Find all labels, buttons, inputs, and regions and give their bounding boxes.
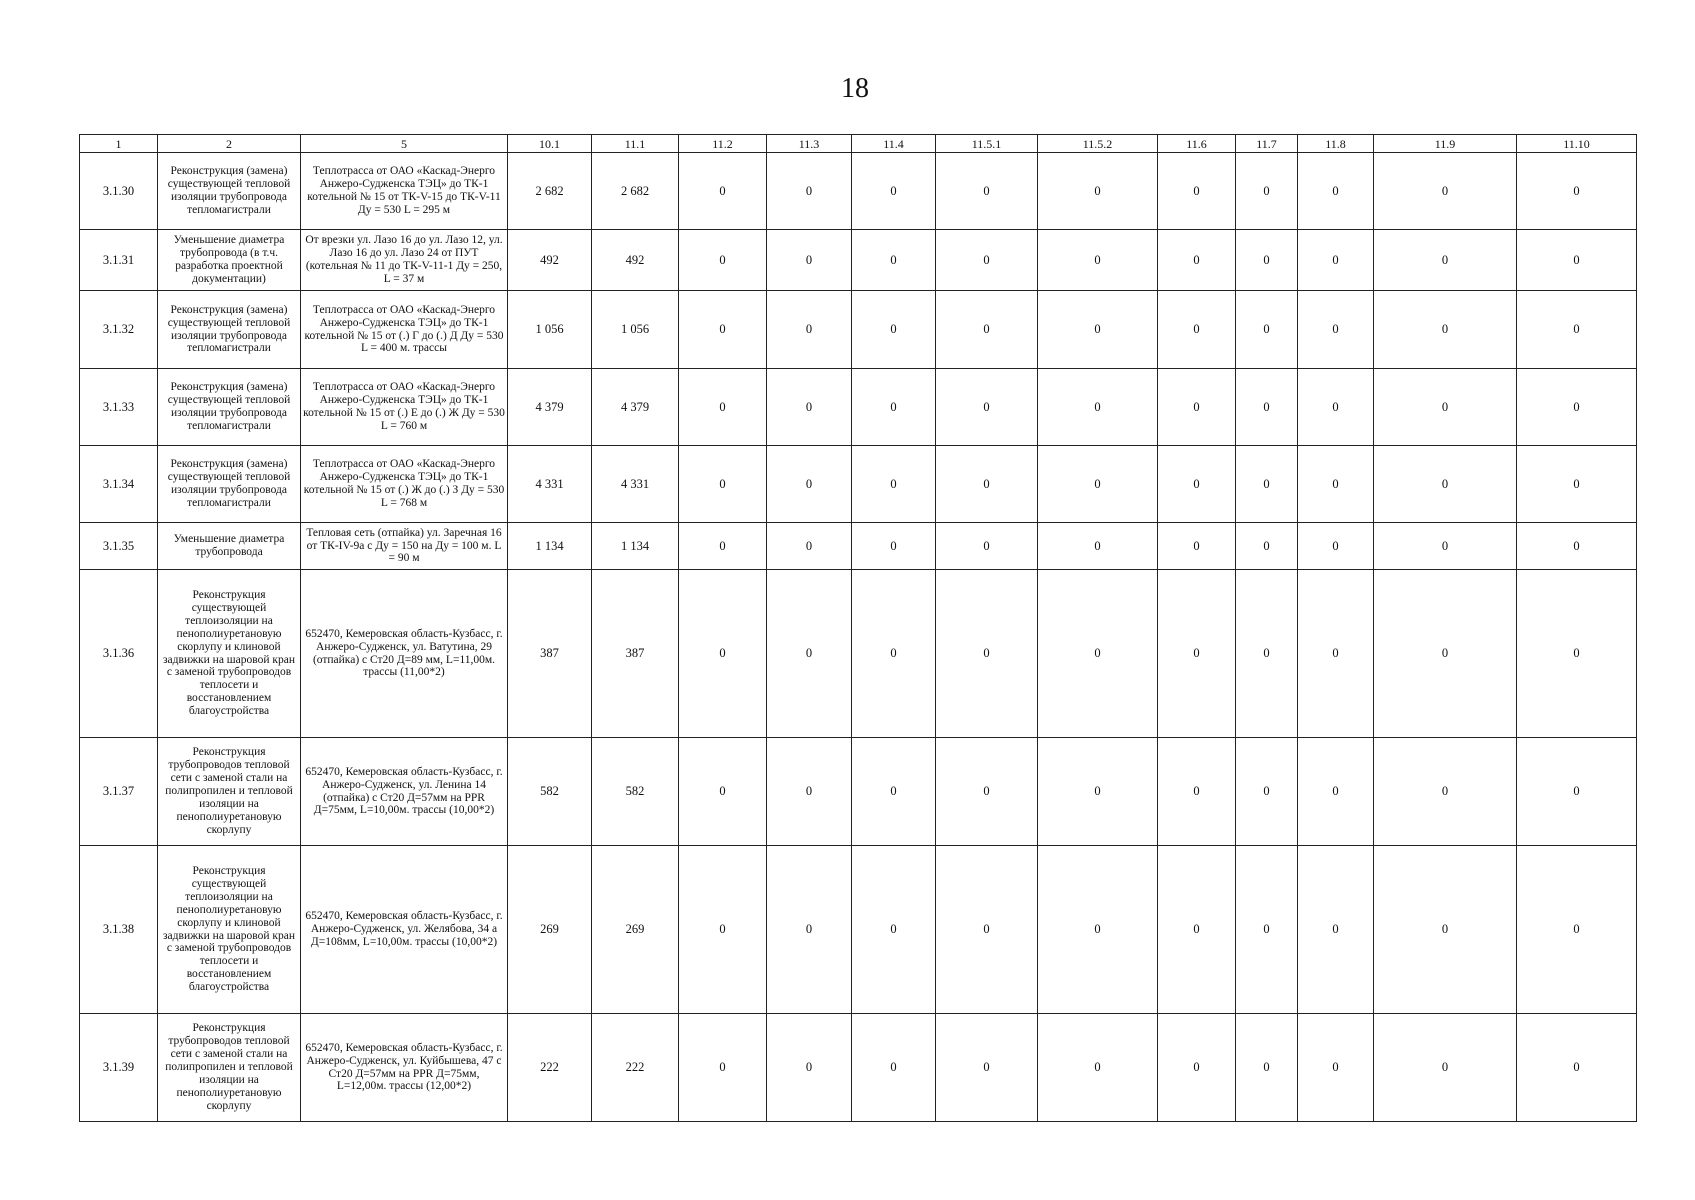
row-value-cell: 0 <box>1236 846 1298 1014</box>
column-header: 11.5.2 <box>1038 135 1158 153</box>
row-value-cell: 0 <box>1158 523 1236 570</box>
row-work-description: Реконструкция (замена) существующей тепловой изоляции трубопровода тепломагистрали <box>158 446 301 523</box>
row-value-cell: 0 <box>1158 738 1236 846</box>
row-value-cell: 0 <box>936 846 1038 1014</box>
table-row <box>80 570 1637 738</box>
column-header: 11.1 <box>592 135 679 153</box>
row-value-cell: 0 <box>1517 291 1637 369</box>
row-value-10-1: 2 682 <box>508 153 592 230</box>
row-id: 3.1.38 <box>80 846 158 1014</box>
row-object-description: Тепловая сеть (отпайка) ул. Заречная 16 от ТК-IV-9а с Ду = 150 на Ду = 100 м. L = 90 м <box>301 523 508 570</box>
row-value-cell: 0 <box>936 446 1038 523</box>
table-row <box>80 1014 1637 1122</box>
row-value-cell: 0 <box>767 230 852 291</box>
row-value-cell: 0 <box>936 523 1038 570</box>
row-value-cell: 0 <box>767 738 852 846</box>
row-value-cell: 0 <box>1374 1014 1517 1122</box>
investment-table <box>79 134 1637 1122</box>
row-value-cell: 0 <box>936 738 1038 846</box>
row-value-10-1: 492 <box>508 230 592 291</box>
row-work-description: Уменьшение диаметра трубопровода (в т.ч. разработка проектной документации) <box>158 230 301 291</box>
row-object-description: Теплотрасса от ОАО «Каскад-Энерго Анжеро-Судженска ТЭЦ» до ТК-1 котельной № 15 от (.) Ж до (.) З Ду = 530 L = 768 м <box>301 446 508 523</box>
row-value-cell: 0 <box>679 846 767 1014</box>
row-id: 3.1.35 <box>80 523 158 570</box>
row-value-10-1: 582 <box>508 738 592 846</box>
row-value-cell: 0 <box>767 153 852 230</box>
row-value-cell: 0 <box>1236 291 1298 369</box>
row-id: 3.1.32 <box>80 291 158 369</box>
row-value-cell: 0 <box>767 570 852 738</box>
row-value-cell: 0 <box>1374 570 1517 738</box>
row-value-cell: 0 <box>1038 369 1158 446</box>
header-row <box>80 135 1637 153</box>
row-value-cell: 0 <box>767 1014 852 1122</box>
row-object-description: 652470, Кемеровская область-Кузбасс, г. Анжеро-Судженск, ул. Ленина 14 (отпайка) с Ст20 Д=57мм на PPR Д=75мм, L=10,00м. трассы (10,00*2) <box>301 738 508 846</box>
row-value-cell: 0 <box>679 230 767 291</box>
row-value-cell: 0 <box>1298 1014 1374 1122</box>
row-work-description: Реконструкция (замена) существующей тепловой изоляции трубопровода тепломагистрали <box>158 153 301 230</box>
column-header: 5 <box>301 135 508 153</box>
row-value-cell: 0 <box>1374 523 1517 570</box>
row-value-cell: 0 <box>1374 291 1517 369</box>
row-value-cell: 0 <box>767 369 852 446</box>
row-object-description: Теплотрасса от ОАО «Каскад-Энерго Анжеро-Судженска ТЭЦ» до ТК-1 котельной № 15 от (.) Г до (.) Д Ду = 530 L = 400 м. трассы <box>301 291 508 369</box>
row-value-cell: 0 <box>1298 291 1374 369</box>
row-value-cell: 0 <box>1298 369 1374 446</box>
row-object-description: 652470, Кемеровская область-Кузбасс, г. Анжеро-Судженск, ул. Ватутина, 29 (отпайка) с Ст20 Д=89 мм, L=11,00м. трассы (11,00*2) <box>301 570 508 738</box>
row-object-description: 652470, Кемеровская область-Кузбасс, г. Анжеро-Судженск, ул. Куйбышева, 47 с Ст20 Д=57мм на PPR Д=75мм, L=12,00м. трассы (12,00*2) <box>301 1014 508 1122</box>
row-work-description: Реконструкция (замена) существующей тепловой изоляции трубопровода тепломагистрали <box>158 369 301 446</box>
row-id: 3.1.34 <box>80 446 158 523</box>
row-value-cell: 0 <box>1158 1014 1236 1122</box>
row-value-cell: 0 <box>1038 153 1158 230</box>
row-value-cell: 0 <box>852 153 936 230</box>
column-header: 11.5.1 <box>936 135 1038 153</box>
row-value-11-1: 269 <box>592 846 679 1014</box>
row-value-cell: 0 <box>1038 846 1158 1014</box>
row-value-cell: 0 <box>1158 153 1236 230</box>
row-value-cell: 0 <box>852 523 936 570</box>
row-value-cell: 0 <box>852 291 936 369</box>
row-value-cell: 0 <box>1038 230 1158 291</box>
row-id: 3.1.36 <box>80 570 158 738</box>
row-value-cell: 0 <box>1298 230 1374 291</box>
row-value-cell: 0 <box>852 846 936 1014</box>
row-value-cell: 0 <box>679 570 767 738</box>
row-value-cell: 0 <box>679 153 767 230</box>
column-header: 2 <box>158 135 301 153</box>
table-row <box>80 230 1637 291</box>
table-row <box>80 291 1637 369</box>
row-value-cell: 0 <box>1158 230 1236 291</box>
column-header: 11.8 <box>1298 135 1374 153</box>
row-value-cell: 0 <box>936 369 1038 446</box>
row-value-11-1: 1 134 <box>592 523 679 570</box>
row-value-cell: 0 <box>1298 446 1374 523</box>
row-value-cell: 0 <box>1236 570 1298 738</box>
row-value-cell: 0 <box>936 570 1038 738</box>
row-work-description: Реконструкция существующей теплоизоляции на пенополиуретановую скорлупу и клиновой задвижки на шаровой кран с заменой трубопроводов теплосети и восстановлением благоустройства <box>158 570 301 738</box>
row-value-cell: 0 <box>1158 446 1236 523</box>
row-value-cell: 0 <box>852 230 936 291</box>
column-header: 11.10 <box>1517 135 1637 153</box>
row-value-cell: 0 <box>1236 738 1298 846</box>
row-value-11-1: 492 <box>592 230 679 291</box>
row-value-cell: 0 <box>1236 369 1298 446</box>
row-value-cell: 0 <box>679 446 767 523</box>
row-value-10-1: 1 056 <box>508 291 592 369</box>
row-value-cell: 0 <box>1517 369 1637 446</box>
table-row <box>80 153 1637 230</box>
row-value-cell: 0 <box>1038 446 1158 523</box>
row-value-cell: 0 <box>679 738 767 846</box>
row-value-cell: 0 <box>852 570 936 738</box>
row-value-cell: 0 <box>852 738 936 846</box>
row-value-cell: 0 <box>1236 523 1298 570</box>
row-value-cell: 0 <box>1517 153 1637 230</box>
row-value-cell: 0 <box>1158 846 1236 1014</box>
row-value-cell: 0 <box>767 523 852 570</box>
row-value-cell: 0 <box>1298 523 1374 570</box>
page-number: 18 <box>841 73 869 104</box>
row-value-cell: 0 <box>1038 738 1158 846</box>
row-id: 3.1.31 <box>80 230 158 291</box>
row-id: 3.1.37 <box>80 738 158 846</box>
row-value-cell: 0 <box>852 369 936 446</box>
row-value-cell: 0 <box>1298 570 1374 738</box>
row-value-cell: 0 <box>1517 570 1637 738</box>
row-value-cell: 0 <box>679 1014 767 1122</box>
row-id: 3.1.30 <box>80 153 158 230</box>
row-value-cell: 0 <box>1158 369 1236 446</box>
row-value-cell: 0 <box>852 1014 936 1122</box>
row-value-cell: 0 <box>1038 1014 1158 1122</box>
row-value-11-1: 1 056 <box>592 291 679 369</box>
row-value-cell: 0 <box>1158 291 1236 369</box>
row-value-cell: 0 <box>1298 738 1374 846</box>
column-header: 11.2 <box>679 135 767 153</box>
row-value-cell: 0 <box>1038 523 1158 570</box>
row-value-11-1: 222 <box>592 1014 679 1122</box>
row-value-cell: 0 <box>1236 230 1298 291</box>
row-value-cell: 0 <box>1517 738 1637 846</box>
row-value-cell: 0 <box>1158 570 1236 738</box>
row-value-11-1: 2 682 <box>592 153 679 230</box>
row-value-11-1: 4 379 <box>592 369 679 446</box>
row-object-description: 652470, Кемеровская область-Кузбасс, г. Анжеро-Судженск, ул. Желябова, 34 а Д=108мм, L=10,00м. трассы (10,00*2) <box>301 846 508 1014</box>
column-header: 11.3 <box>767 135 852 153</box>
row-object-description: Теплотрасса от ОАО «Каскад-Энерго Анжеро-Судженска ТЭЦ» до ТК-1 котельной № 15 от (.) Е до (.) Ж Ду = 530 L = 760 м <box>301 369 508 446</box>
row-value-cell: 0 <box>679 291 767 369</box>
column-header: 1 <box>80 135 158 153</box>
row-id: 3.1.33 <box>80 369 158 446</box>
row-value-cell: 0 <box>1298 846 1374 1014</box>
row-work-description: Реконструкция существующей теплоизоляции на пенополиуретановую скорлупу и клиновой задвижки на шаровой кран с заменой трубопроводов теплосети и восстановлением благоустройства <box>158 846 301 1014</box>
row-value-cell: 0 <box>1374 446 1517 523</box>
column-header: 11.9 <box>1374 135 1517 153</box>
row-value-cell: 0 <box>1038 291 1158 369</box>
row-value-cell: 0 <box>1517 446 1637 523</box>
column-header: 10.1 <box>508 135 592 153</box>
column-header: 11.7 <box>1236 135 1298 153</box>
row-value-cell: 0 <box>679 523 767 570</box>
row-value-11-1: 387 <box>592 570 679 738</box>
row-value-10-1: 222 <box>508 1014 592 1122</box>
row-value-10-1: 4 379 <box>508 369 592 446</box>
row-value-10-1: 387 <box>508 570 592 738</box>
row-value-cell: 0 <box>767 446 852 523</box>
row-work-description: Уменьшение диаметра трубопровода <box>158 523 301 570</box>
row-object-description: От врезки ул. Лазо 16 до ул. Лазо 12, ул. Лазо 16 до ул. Лазо 24 от ПУТ (котельная № 11 до ТК-V-11-1 Ду = 250, L = 37 м <box>301 230 508 291</box>
row-value-cell: 0 <box>767 846 852 1014</box>
row-value-11-1: 4 331 <box>592 446 679 523</box>
row-value-cell: 0 <box>1517 523 1637 570</box>
row-value-cell: 0 <box>936 230 1038 291</box>
row-value-11-1: 582 <box>592 738 679 846</box>
row-value-cell: 0 <box>936 291 1038 369</box>
row-value-10-1: 4 331 <box>508 446 592 523</box>
row-value-cell: 0 <box>936 153 1038 230</box>
row-value-10-1: 269 <box>508 846 592 1014</box>
table-row <box>80 846 1637 1014</box>
row-value-cell: 0 <box>1517 846 1637 1014</box>
row-value-cell: 0 <box>1374 230 1517 291</box>
row-work-description: Реконструкция трубопроводов тепловой сети с заменой стали на полипропилен и тепловой изоляции на пенополиуретановую скорлупу <box>158 738 301 846</box>
row-value-cell: 0 <box>1236 153 1298 230</box>
row-work-description: Реконструкция трубопроводов тепловой сети с заменой стали на полипропилен и тепловой изоляции на пенополиуретановую скорлупу <box>158 1014 301 1122</box>
row-value-cell: 0 <box>1374 153 1517 230</box>
column-header: 11.6 <box>1158 135 1236 153</box>
row-value-10-1: 1 134 <box>508 523 592 570</box>
row-value-cell: 0 <box>1517 1014 1637 1122</box>
row-value-cell: 0 <box>1374 738 1517 846</box>
row-work-description: Реконструкция (замена) существующей тепловой изоляции трубопровода тепломагистрали <box>158 291 301 369</box>
row-value-cell: 0 <box>1298 153 1374 230</box>
row-value-cell: 0 <box>852 446 936 523</box>
table-row <box>80 446 1637 523</box>
row-id: 3.1.39 <box>80 1014 158 1122</box>
table-row <box>80 738 1637 846</box>
row-value-cell: 0 <box>1038 570 1158 738</box>
row-value-cell: 0 <box>1517 230 1637 291</box>
row-object-description: Теплотрасса от ОАО «Каскад-Энерго Анжеро-Судженска ТЭЦ» до ТК-1 котельной № 15 от ТК-V-15 до ТК-V-11 Ду = 530 L = 295 м <box>301 153 508 230</box>
table-row <box>80 523 1637 570</box>
row-value-cell: 0 <box>1374 369 1517 446</box>
column-header: 11.4 <box>852 135 936 153</box>
row-value-cell: 0 <box>1236 1014 1298 1122</box>
row-value-cell: 0 <box>679 369 767 446</box>
row-value-cell: 0 <box>936 1014 1038 1122</box>
row-value-cell: 0 <box>767 291 852 369</box>
row-value-cell: 0 <box>1374 846 1517 1014</box>
row-value-cell: 0 <box>1236 446 1298 523</box>
table-row <box>80 369 1637 446</box>
